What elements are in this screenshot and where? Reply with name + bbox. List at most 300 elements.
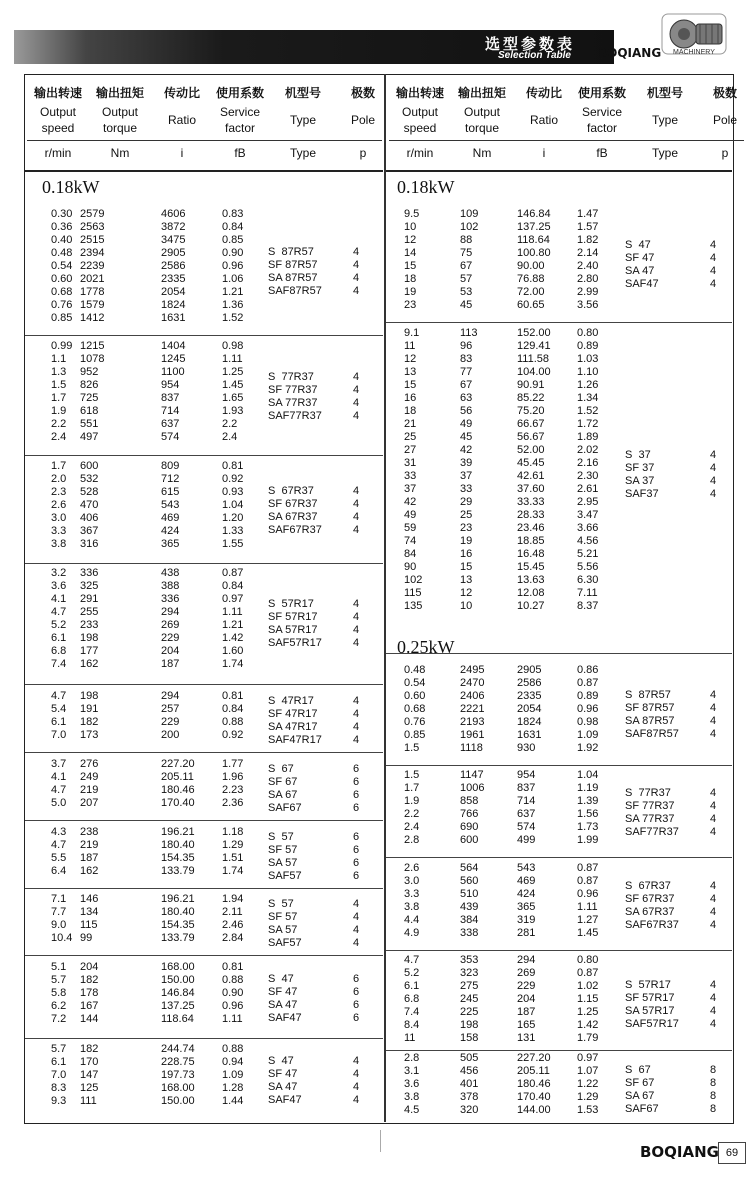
cell-ratio: 294 xyxy=(161,606,180,618)
cell-speed: 0.85 xyxy=(404,729,426,741)
cell-ratio: 294 xyxy=(517,954,536,966)
cell-torque: 182 xyxy=(80,974,99,986)
cell-service-factor: 0.93 xyxy=(222,486,244,498)
type-model: SAF47 xyxy=(625,278,659,290)
cell-speed: 0.48 xyxy=(51,247,73,259)
cell-service-factor: 0.88 xyxy=(222,1043,244,1055)
type-pole: 4 xyxy=(710,475,717,487)
type-model: SAF57R17 xyxy=(625,1017,679,1030)
cell-speed: 90 xyxy=(404,561,417,573)
type-model: SA 67R37 xyxy=(625,906,675,918)
cell-torque: 725 xyxy=(80,392,99,404)
type-model: SF 57 xyxy=(268,844,298,856)
type-pole: 4 xyxy=(710,893,717,905)
cell-ratio: 438 xyxy=(161,567,180,579)
type-model: SF 67R37 xyxy=(268,497,318,510)
cell-ratio: 204 xyxy=(517,993,536,1005)
cell-service-factor: 1.47 xyxy=(577,208,599,220)
cell-torque: 167 xyxy=(80,1000,99,1012)
type-model: SA 57R17 xyxy=(625,1004,675,1017)
cell-ratio: 336 xyxy=(161,593,180,605)
selection-table-frame xyxy=(24,74,734,1124)
cell-speed: 0.76 xyxy=(404,716,426,728)
cell-speed: 4.7 xyxy=(51,784,67,796)
type-entry xyxy=(268,898,360,911)
type-model: SA 67 xyxy=(625,1089,655,1102)
cell-speed: 3.8 xyxy=(51,538,67,550)
header-unit-torque: Nm xyxy=(472,146,492,160)
cell-service-factor: 1.04 xyxy=(577,769,599,781)
cell-speed: 5.8 xyxy=(51,987,67,999)
header-en-speed xyxy=(27,104,89,136)
cell-ratio: 137.25 xyxy=(517,221,551,233)
cell-torque: 67 xyxy=(460,379,473,391)
cell-ratio: 2335 xyxy=(161,273,186,285)
type-model: SAF67 xyxy=(268,802,302,814)
cell-service-factor: 1.29 xyxy=(222,839,244,851)
cell-speed: 7.1 xyxy=(51,893,67,905)
left-section-divider xyxy=(25,955,383,956)
cell-ratio: 1631 xyxy=(517,729,542,741)
type-pole: 4 xyxy=(353,911,360,923)
cell-speed: 14 xyxy=(404,247,417,259)
type-entry xyxy=(268,776,360,789)
cell-speed: 3.0 xyxy=(404,875,420,887)
cell-speed: 37 xyxy=(404,483,417,495)
cell-ratio: 954 xyxy=(517,769,536,781)
type-pole: 4 xyxy=(710,800,717,812)
cell-service-factor: 2.95 xyxy=(577,496,599,508)
cell-ratio: 637 xyxy=(161,418,180,430)
brand-subtitle: MACHINERY xyxy=(673,49,715,56)
cell-ratio: 954 xyxy=(161,379,180,391)
cell-ratio: 152.00 xyxy=(517,327,551,339)
cell-ratio: 837 xyxy=(517,782,536,794)
cell-torque: 125 xyxy=(80,1082,99,1094)
type-pole: 6 xyxy=(353,763,360,775)
type-entry xyxy=(268,284,360,298)
header-en1-service: Service xyxy=(581,105,622,119)
cell-service-factor: 6.30 xyxy=(577,574,599,586)
cell-torque: 53 xyxy=(460,286,473,298)
cell-torque: 255 xyxy=(80,606,99,618)
header-zh-torque: 输出扭矩 xyxy=(95,86,144,100)
footer-brand: BOQIANG xyxy=(640,1143,719,1161)
cell-torque: 276 xyxy=(80,758,99,770)
cell-speed: 3.0 xyxy=(51,512,67,524)
cell-torque: 173 xyxy=(80,729,99,741)
cell-speed: 0.60 xyxy=(51,273,73,285)
cell-torque: 600 xyxy=(460,834,479,846)
cell-service-factor: 1.11 xyxy=(222,353,243,365)
cell-speed: 9.0 xyxy=(51,919,67,931)
type-pole: 8 xyxy=(710,1076,717,1089)
type-model: S 77R37 xyxy=(625,787,671,799)
type-list xyxy=(268,763,360,815)
left-section-divider xyxy=(25,888,383,889)
type-pole: 4 xyxy=(353,484,360,497)
cell-ratio: 2335 xyxy=(517,690,542,702)
cell-service-factor: 1.89 xyxy=(577,431,599,443)
cell-service-factor: 2.2 xyxy=(222,418,238,430)
cell-ratio: 170.40 xyxy=(517,1091,551,1103)
cell-service-factor: 1.57 xyxy=(577,221,599,233)
header-en-type xyxy=(634,112,696,128)
cell-service-factor: 2.11 xyxy=(222,906,243,918)
header-zh-speed: 输出转速 xyxy=(33,86,82,100)
type-entry xyxy=(268,763,360,776)
type-entry xyxy=(268,397,360,410)
page-title-en: Selection Table xyxy=(498,50,571,61)
cell-ratio: 133.79 xyxy=(161,865,195,877)
cell-service-factor: 1.29 xyxy=(577,1091,599,1103)
cell-service-factor: 2.46 xyxy=(222,919,244,931)
cell-torque: 406 xyxy=(80,512,99,524)
cell-torque: 952 xyxy=(80,366,99,378)
cell-speed: 0.30 xyxy=(51,208,73,220)
cell-service-factor: 0.96 xyxy=(577,888,599,900)
cell-service-factor: 2.30 xyxy=(577,470,599,482)
cell-ratio: 180.46 xyxy=(517,1078,551,1090)
header-en-speed xyxy=(389,104,451,136)
cell-ratio: 2905 xyxy=(161,247,186,259)
type-entry xyxy=(268,611,360,624)
header-en1-torque: Output xyxy=(463,105,501,119)
type-model: SAF57 xyxy=(268,870,302,882)
cell-service-factor: 0.87 xyxy=(577,677,599,689)
type-model: S 57 xyxy=(268,898,294,910)
type-entry xyxy=(268,721,360,734)
cell-service-factor: 1.60 xyxy=(222,645,244,657)
cell-ratio: 574 xyxy=(161,431,180,443)
type-model: SA 57 xyxy=(268,857,298,869)
type-pole: 4 xyxy=(353,708,360,720)
cell-torque: 158 xyxy=(460,1032,479,1044)
cell-service-factor: 1.74 xyxy=(222,865,244,877)
type-model: SA 47 xyxy=(625,265,655,277)
cell-speed: 4.3 xyxy=(51,826,67,838)
cell-speed: 3.8 xyxy=(404,1091,420,1103)
header-en1-ratio: Ratio xyxy=(529,113,558,127)
type-entry xyxy=(268,1067,360,1081)
header-unit-pole: p xyxy=(721,146,729,160)
type-entry xyxy=(625,826,717,839)
cell-torque: 37 xyxy=(460,470,473,482)
type-model: SA 87R57 xyxy=(625,714,675,727)
cell-service-factor: 1.11 xyxy=(222,1013,243,1025)
cell-torque: 245 xyxy=(460,993,479,1005)
header-en-service xyxy=(571,104,633,136)
cell-speed: 0.85 xyxy=(51,312,73,324)
type-model: SA 57R17 xyxy=(268,624,318,636)
cell-service-factor: 1.04 xyxy=(222,499,244,511)
cell-service-factor: 2.16 xyxy=(577,457,599,469)
type-pole: 4 xyxy=(353,624,360,636)
header-zh-speed: 输出转速 xyxy=(395,86,444,100)
cell-service-factor: 7.11 xyxy=(577,587,598,599)
cell-ratio: 424 xyxy=(161,525,180,537)
cell-speed: 13 xyxy=(404,366,417,378)
cell-ratio: 16.48 xyxy=(517,548,545,560)
cell-ratio: 1245 xyxy=(161,353,186,365)
cell-torque: 63 xyxy=(460,392,473,404)
cell-ratio: 133.79 xyxy=(161,932,195,944)
left-section-divider xyxy=(25,684,383,685)
header-en1-pole: Pole xyxy=(350,113,376,127)
cell-speed: 1.3 xyxy=(51,366,67,378)
cell-speed: 1.5 xyxy=(404,769,420,781)
header-en2-speed: speed xyxy=(403,121,437,135)
type-entry xyxy=(625,1102,717,1116)
cell-service-factor: 1.77 xyxy=(222,758,244,770)
brand-logo xyxy=(598,46,715,64)
cell-torque: 401 xyxy=(460,1078,479,1090)
header-unit-service: fB xyxy=(596,146,608,160)
cell-speed: 74 xyxy=(404,535,417,547)
cell-ratio: 23.46 xyxy=(517,522,545,534)
cell-speed: 16 xyxy=(404,392,417,404)
header-en1-service: Service xyxy=(219,105,260,119)
cell-ratio: 615 xyxy=(161,486,180,498)
type-model: SAF87R57 xyxy=(625,727,679,740)
type-pole: 4 xyxy=(710,688,717,701)
cell-service-factor: 2.23 xyxy=(222,784,244,796)
type-entry xyxy=(268,937,360,950)
cell-ratio: 100.80 xyxy=(517,247,551,259)
cell-torque: 1778 xyxy=(80,286,105,298)
cell-service-factor: 0.81 xyxy=(222,690,244,702)
type-list xyxy=(268,1054,360,1107)
cell-service-factor: 0.84 xyxy=(222,221,244,233)
cell-service-factor: 0.83 xyxy=(222,208,244,220)
type-pole: 4 xyxy=(353,695,360,707)
type-pole: 4 xyxy=(710,265,717,277)
type-entry xyxy=(625,813,717,826)
type-entry xyxy=(268,985,360,999)
cell-ratio: 196.21 xyxy=(161,826,195,838)
cell-service-factor: 1.56 xyxy=(577,808,599,820)
cell-service-factor: 0.85 xyxy=(222,234,244,246)
cell-torque: 67 xyxy=(460,260,473,272)
cell-speed: 3.3 xyxy=(51,525,67,537)
type-model: SF 57R17 xyxy=(625,991,675,1004)
cell-speed: 42 xyxy=(404,496,417,508)
header-en1-speed: Output xyxy=(401,105,439,119)
type-entry xyxy=(268,734,360,747)
type-pole: 4 xyxy=(353,937,360,949)
header-zh-service: 使用系数 xyxy=(215,86,264,100)
cell-ratio: 319 xyxy=(517,914,536,926)
type-entry xyxy=(625,1089,717,1103)
type-entry xyxy=(625,714,717,728)
type-pole: 4 xyxy=(710,701,717,714)
type-list xyxy=(268,484,360,537)
type-model: SAF57R17 xyxy=(268,637,322,649)
cell-service-factor: 1.19 xyxy=(577,782,599,794)
cell-service-factor: 0.88 xyxy=(222,974,244,986)
cell-service-factor: 0.97 xyxy=(222,593,244,605)
cell-service-factor: 0.87 xyxy=(577,875,599,887)
type-entry xyxy=(268,972,360,986)
power-label-left: 0.18kW xyxy=(42,177,100,197)
type-model: SAF77R37 xyxy=(268,410,322,422)
cell-torque: 2394 xyxy=(80,247,105,259)
header-en1-ratio: Ratio xyxy=(167,113,196,127)
cell-torque: 10 xyxy=(460,600,473,612)
cell-service-factor: 1.44 xyxy=(222,1095,244,1107)
type-pole: 4 xyxy=(353,1067,360,1080)
type-model: SA 67 xyxy=(268,789,298,801)
type-model: SAF67R37 xyxy=(625,919,679,931)
cell-ratio: 200 xyxy=(161,729,180,741)
type-model: SF 77R37 xyxy=(268,384,318,396)
type-pole: 4 xyxy=(710,462,717,474)
type-model: SAF47R17 xyxy=(268,734,322,746)
cell-speed: 33 xyxy=(404,470,417,482)
cell-torque: 77 xyxy=(460,366,473,378)
cell-speed: 2.0 xyxy=(51,473,67,485)
type-model: SAF37 xyxy=(625,488,659,500)
cell-torque: 204 xyxy=(80,961,99,973)
cell-service-factor: 1.02 xyxy=(577,980,599,992)
cell-ratio: 1404 xyxy=(161,340,186,352)
type-list xyxy=(268,972,360,1025)
cell-speed: 31 xyxy=(404,457,417,469)
type-pole: 4 xyxy=(353,637,360,649)
cell-ratio: 37.60 xyxy=(517,483,545,495)
cell-service-factor: 0.80 xyxy=(577,954,599,966)
header-underline-left xyxy=(25,170,383,172)
type-model: SA 37 xyxy=(625,475,655,487)
cell-speed: 0.40 xyxy=(51,234,73,246)
page-title-zh: 选型参数表 xyxy=(485,36,576,53)
cell-torque: 238 xyxy=(80,826,99,838)
cell-service-factor: 1.09 xyxy=(577,729,599,741)
cell-torque: 146 xyxy=(80,893,99,905)
type-pole: 4 xyxy=(353,598,360,610)
type-model: SF 57 xyxy=(268,911,298,923)
column-divider xyxy=(384,74,386,1122)
cell-speed: 4.5 xyxy=(404,1104,420,1116)
cell-ratio: 196.21 xyxy=(161,893,195,905)
cell-torque: 1147 xyxy=(460,769,484,781)
cell-service-factor: 1.15 xyxy=(577,993,599,1005)
cell-torque: 177 xyxy=(80,645,99,657)
cell-ratio: 2054 xyxy=(517,703,542,715)
header-en1-pole: Pole xyxy=(712,113,738,127)
type-pole: 6 xyxy=(353,985,360,998)
cell-ratio: 228.75 xyxy=(161,1056,195,1068)
cell-speed: 5.2 xyxy=(51,619,67,631)
type-entry xyxy=(268,384,360,397)
cell-service-factor: 1.21 xyxy=(222,286,244,298)
cell-speed: 7.0 xyxy=(51,729,67,741)
cell-ratio: 269 xyxy=(161,619,180,631)
cell-ratio: 469 xyxy=(161,512,180,524)
cell-torque: 1006 xyxy=(460,782,485,794)
table-header-left xyxy=(27,80,382,170)
cell-speed: 2.4 xyxy=(404,821,420,833)
cell-speed: 6.1 xyxy=(51,1056,67,1068)
header-en1-speed: Output xyxy=(39,105,77,119)
cell-torque: 45 xyxy=(460,299,473,311)
cell-torque: 115 xyxy=(80,919,98,931)
cell-service-factor: 1.09 xyxy=(222,1069,244,1081)
cell-service-factor: 1.51 xyxy=(222,852,244,864)
cell-service-factor: 1.20 xyxy=(222,512,244,524)
header-en-torque xyxy=(89,104,151,136)
cell-ratio: 28.33 xyxy=(517,509,545,521)
type-model: S 47 xyxy=(268,972,294,985)
cell-service-factor: 4.56 xyxy=(577,535,599,547)
type-pole: 4 xyxy=(710,278,717,290)
cell-torque: 111 xyxy=(80,1095,97,1107)
cell-speed: 6.1 xyxy=(404,980,420,992)
cell-service-factor: 0.86 xyxy=(577,664,599,676)
type-pole: 4 xyxy=(353,497,360,510)
right-section-divider xyxy=(386,653,732,654)
type-pole: 4 xyxy=(353,510,360,523)
cell-ratio: 424 xyxy=(517,888,536,900)
header-unit-pole: p xyxy=(359,146,367,160)
cell-ratio: 294 xyxy=(161,690,180,702)
cell-torque: 600 xyxy=(80,460,99,472)
type-pole: 4 xyxy=(353,523,360,536)
cell-torque: 353 xyxy=(460,954,479,966)
cell-service-factor: 0.96 xyxy=(222,260,244,272)
type-model: SF 67 xyxy=(268,776,298,788)
cell-torque: 49 xyxy=(460,418,473,430)
type-pole: 6 xyxy=(353,776,360,788)
type-entry xyxy=(268,998,360,1012)
type-model: SAF57 xyxy=(268,937,302,949)
cell-speed: 9.5 xyxy=(404,208,420,220)
cell-speed: 1.7 xyxy=(51,460,67,472)
type-model: SAF47 xyxy=(268,1011,302,1024)
cell-service-factor: 1.42 xyxy=(577,1019,599,1031)
left-section-divider xyxy=(25,1038,383,1039)
cell-torque: 2515 xyxy=(80,234,105,246)
cell-service-factor: 2.36 xyxy=(222,797,244,809)
header-unit-service: fB xyxy=(234,146,246,160)
header-zh-ratio: 传动比 xyxy=(525,86,562,100)
cell-ratio: 2586 xyxy=(517,677,542,689)
cell-speed: 84 xyxy=(404,548,417,560)
cell-service-factor: 5.56 xyxy=(577,561,599,573)
cell-speed: 0.54 xyxy=(404,677,426,689)
type-pole: 4 xyxy=(710,252,717,264)
cell-torque: 109 xyxy=(460,208,479,220)
cell-ratio: 543 xyxy=(517,862,536,874)
type-model: S 37 xyxy=(625,449,651,461)
cell-ratio: 1100 xyxy=(161,366,185,378)
type-entry xyxy=(268,510,360,524)
cell-service-factor: 1.45 xyxy=(222,379,244,391)
cell-ratio: 574 xyxy=(517,821,536,833)
header-en2-speed: speed xyxy=(41,121,75,135)
type-model: S 57R17 xyxy=(625,978,671,991)
cell-service-factor: 1.82 xyxy=(577,234,599,246)
cell-speed: 15 xyxy=(404,379,417,391)
right-section-divider xyxy=(386,950,732,951)
type-pole: 6 xyxy=(353,831,360,843)
header-zh-torque: 输出扭矩 xyxy=(457,86,506,100)
cell-service-factor: 2.61 xyxy=(577,483,599,495)
cell-service-factor: 1.55 xyxy=(222,538,244,550)
cell-torque: 134 xyxy=(80,906,99,918)
type-model: SA 47R17 xyxy=(268,721,318,733)
cell-torque: 2406 xyxy=(460,690,485,702)
